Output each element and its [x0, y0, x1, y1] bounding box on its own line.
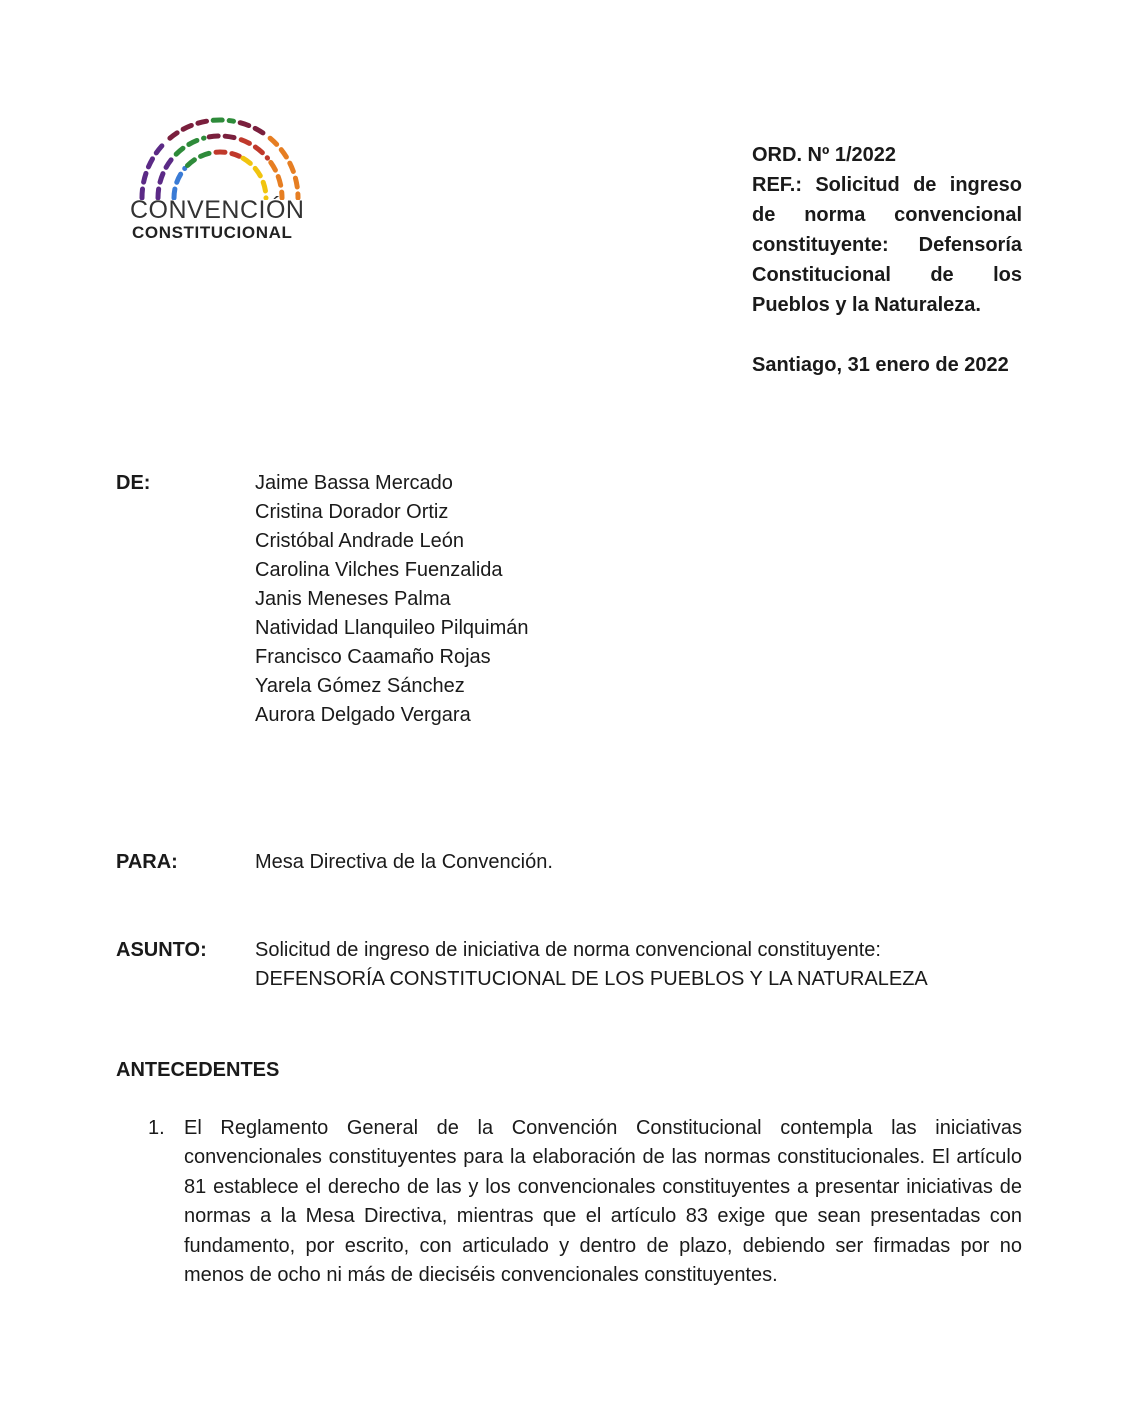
logo-arcs-icon: [118, 110, 330, 200]
asunto-line1: Solicitud de ingreso de iniciativa de norma convencional constituyente:: [255, 939, 881, 961]
logo-arc-segment: [209, 136, 236, 138]
logo-arc-segment: [240, 123, 265, 134]
de-name: Carolina Vilches Fuenzalida: [255, 559, 503, 581]
antecedentes-heading: ANTECEDENTES: [116, 1059, 280, 1081]
ref-label: REF.:: [752, 174, 802, 196]
de-name: Yarela Gómez Sánchez: [255, 675, 465, 697]
de-name: Jaime Bassa Mercado: [255, 472, 453, 494]
convencion-logo: [118, 110, 330, 246]
asunto-label: ASUNTO:: [116, 939, 207, 961]
logo-text-line1: CONVENCIÓN: [130, 196, 305, 224]
logo-arc-segment: [176, 138, 204, 154]
logo-arc-segment: [213, 120, 233, 121]
para-label: PARA:: [116, 851, 178, 873]
logo-arc-segment: [271, 162, 282, 198]
de-name: Francisco Caamaño Rojas: [255, 646, 491, 668]
logo-arc-segment: [158, 158, 173, 198]
logo-arc-segment: [241, 140, 267, 158]
logo-arc-segment: [216, 152, 239, 156]
document-date: Santiago, 31 enero de 2022: [752, 354, 1009, 376]
logo-arc-segment: [142, 143, 165, 198]
de-name: Cristina Dorador Ortiz: [255, 501, 449, 523]
para-value: Mesa Directiva de la Convención.: [255, 851, 553, 873]
reference-block: [752, 140, 1022, 320]
logo-arc-segment: [174, 168, 185, 198]
de-name: Janis Meneses Palma: [255, 588, 451, 610]
de-names-list: [255, 469, 529, 730]
de-name: Aurora Delgado Vergara: [255, 704, 471, 726]
ref-text: Solicitud de ingreso de norma convencional constituyente: Defensoría Constitucional de los Pueblos y la Naturaleza.: [752, 174, 1022, 316]
logo-arc-segment: [243, 158, 266, 198]
ord-number: ORD. Nº 1/2022: [752, 144, 897, 166]
asunto-value: [255, 936, 928, 994]
de-label: DE:: [116, 472, 151, 494]
de-name: Natividad Llanquileo Pilquimán: [255, 617, 529, 639]
ref-subject: [752, 170, 1022, 320]
item-number: 1.: [148, 1117, 165, 1139]
de-name: Cristóbal Andrade León: [255, 530, 465, 552]
asunto-line2: DEFENSORÍA CONSTITUCIONAL DE LOS PUEBLOS Y LA NATURALEZA: [255, 968, 928, 990]
logo-text-line2: CONSTITUCIONAL: [132, 223, 293, 242]
antecedentes-item: [116, 1114, 1022, 1290]
logo-arc-segment: [188, 153, 213, 166]
item-text: El Reglamento General de la Convención Constitucional contempla las iniciativas convencionales constituyentes para la elaboración de las normas constitucionales. El artículo 81 establece el derecho de las y los convencionales constituyentes a presentar iniciativas de normas a la Mesa Directiva, mientras que el artículo 83 exige que sean presentadas con fundamento, por escrito, con articulado y dentro de plazo, debiendo ser firmadas por no menos de ocho ni más de dieciséis convencionales constituyentes.: [184, 1117, 1022, 1287]
logo-arc-segment: [170, 121, 207, 138]
